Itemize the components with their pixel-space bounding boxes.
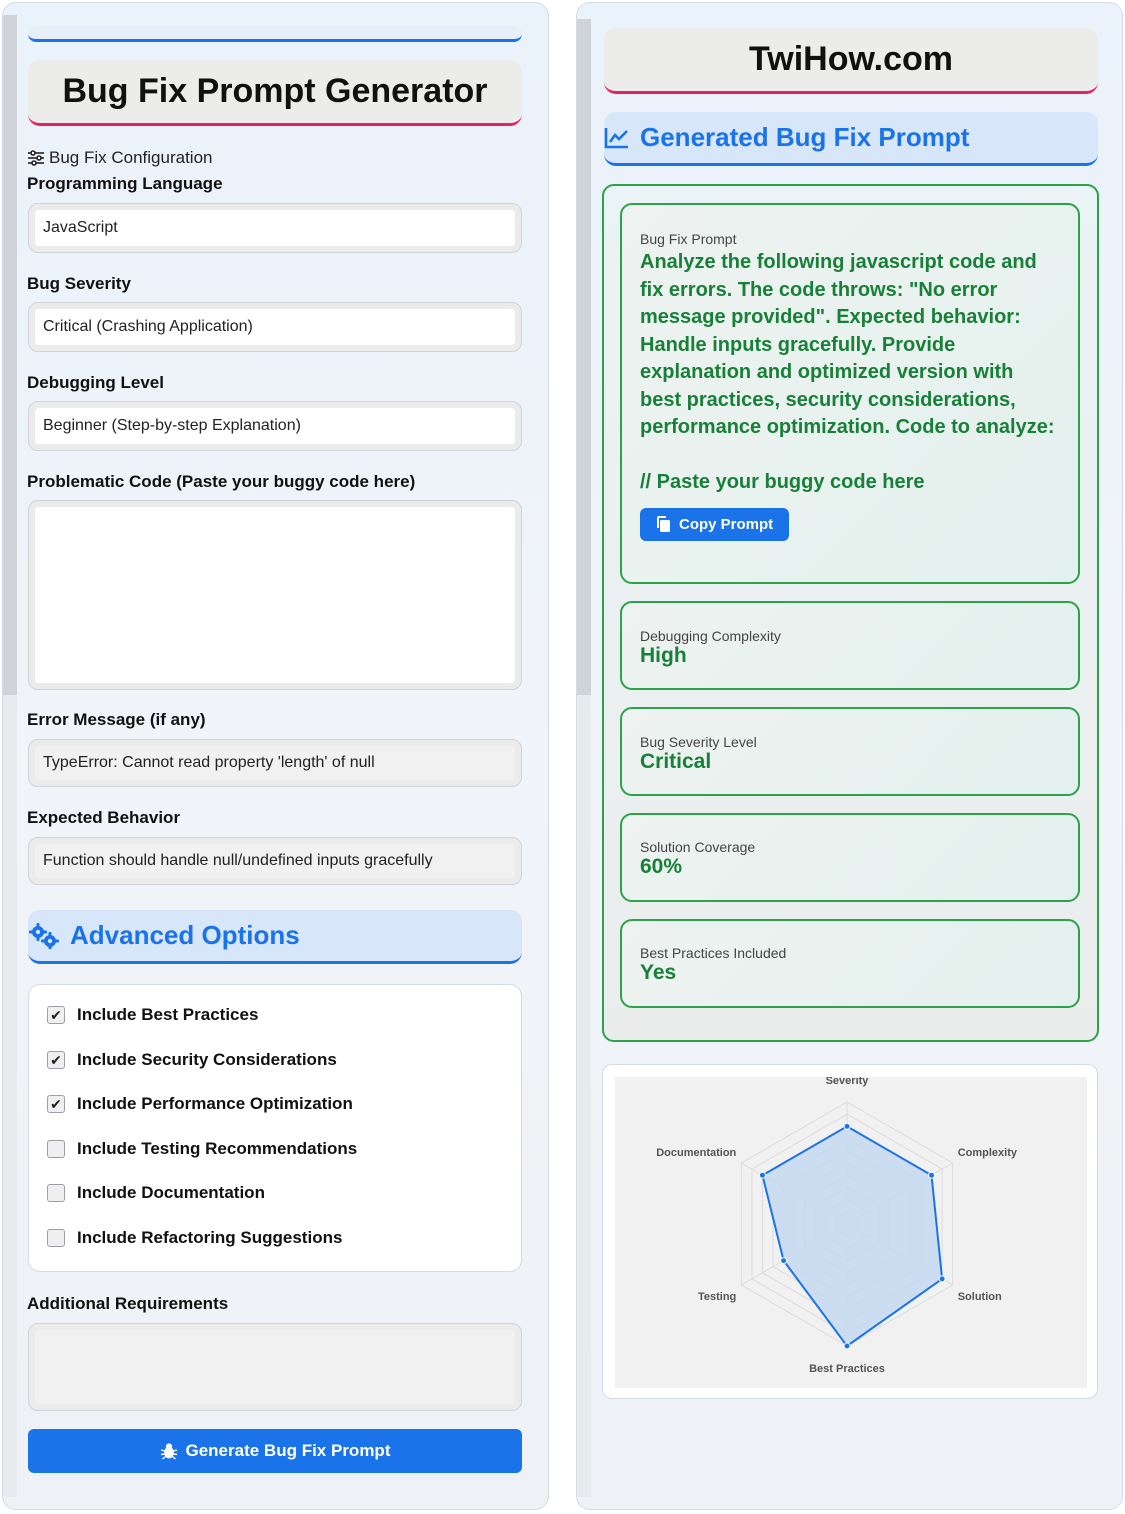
prompt-code: // Paste your buggy code here	[640, 470, 925, 493]
expected-input[interactable]	[28, 837, 522, 885]
severity-label: Bug Severity	[27, 274, 131, 293]
radar-axis-label-documentation: Documentation	[656, 1147, 737, 1159]
radar-point-solution	[939, 1276, 945, 1282]
severity-select[interactable]	[28, 302, 522, 352]
additional-label: Additional Requirements	[27, 1294, 229, 1313]
metric-label: Bug Severity Level	[640, 734, 757, 750]
site-title: TwiHow.com	[604, 28, 1098, 94]
panel-edge	[577, 695, 591, 1497]
metric-label: Best Practices Included	[640, 945, 787, 961]
metric-value: Yes	[640, 961, 677, 984]
advanced-options-heading	[28, 910, 522, 964]
radar-axis-label-complexity: Complexity	[957, 1147, 1018, 1159]
metric-card-complexity	[620, 601, 1080, 690]
checkbox[interactable]	[47, 1229, 65, 1247]
radar-point-best-practices	[844, 1343, 850, 1349]
code-textarea[interactable]	[28, 500, 522, 690]
error-label: Error Message (if any)	[27, 710, 206, 729]
gears-icon	[28, 923, 60, 949]
checkbox[interactable]: ✔	[47, 1006, 65, 1024]
radar-point-testing	[781, 1258, 787, 1264]
option-performance[interactable]	[47, 1094, 353, 1114]
generated-heading-text: Generated Bug Fix Prompt	[640, 122, 970, 152]
radar-point-documentation	[759, 1172, 765, 1178]
top-accent-bar	[28, 26, 522, 42]
copy-prompt-button[interactable]	[640, 508, 789, 541]
checkbox[interactable]: ✔	[47, 1095, 65, 1113]
sliders-icon	[27, 150, 45, 166]
debug-level-label: Debugging Level	[27, 373, 164, 392]
additional-textarea[interactable]	[28, 1323, 522, 1411]
generate-button-label: Generate Bug Fix Prompt	[185, 1441, 391, 1460]
language-label: Programming Language	[27, 174, 223, 193]
radar-chart-area	[615, 1077, 1087, 1388]
option-label: Include Documentation	[77, 1183, 265, 1202]
metric-value: 60%	[640, 855, 683, 878]
bug-icon	[160, 1442, 178, 1460]
panel-edge	[3, 695, 17, 1497]
radar-axis-label-testing: Testing	[697, 1291, 737, 1303]
prompt-text: Analyze the following javascript code and fix errors. The code throws: "No error message provided". Expected behavior: Handle inputs gracefully. Provide explanation and optimized version with best practices, security considerations, performance optimization. Code to analyze:	[640, 251, 1055, 438]
panel-edge	[577, 19, 591, 695]
prompt-card	[620, 203, 1080, 584]
metric-label: Solution Coverage	[640, 839, 756, 855]
radar-axis-label-solution: Solution	[957, 1291, 1002, 1303]
config-heading	[27, 148, 212, 168]
copy-icon	[656, 516, 671, 533]
error-input[interactable]	[28, 739, 522, 787]
option-security[interactable]	[47, 1050, 337, 1070]
option-label: Include Testing Recommendations	[77, 1139, 358, 1158]
radar-chart-card	[602, 1064, 1098, 1399]
config-heading-text: Bug Fix Configuration	[49, 148, 213, 167]
language-select[interactable]	[28, 203, 522, 253]
checkbox[interactable]	[47, 1184, 65, 1202]
option-best-practices[interactable]	[47, 1005, 258, 1025]
checkbox[interactable]: ✔	[47, 1051, 65, 1069]
advanced-options-text: Advanced Options	[70, 920, 300, 950]
generate-button[interactable]	[28, 1429, 522, 1473]
expected-value: Function should handle null/undefined inputs gracefully	[35, 844, 515, 878]
code-value	[35, 507, 515, 683]
panel-edge	[3, 15, 17, 695]
severity-value: Critical (Crashing Application)	[35, 309, 515, 345]
option-label: Include Security Considerations	[77, 1050, 337, 1069]
generated-heading	[604, 112, 1098, 166]
metric-card-coverage	[620, 813, 1080, 902]
option-label: Include Best Practices	[77, 1005, 259, 1024]
option-documentation[interactable]	[47, 1183, 265, 1203]
code-label: Problematic Code (Paste your buggy code here)	[27, 472, 416, 491]
chart-line-icon	[604, 126, 630, 150]
radar-axis-label-severity: Severity	[825, 1077, 869, 1087]
option-refactoring[interactable]	[47, 1228, 342, 1248]
metric-value: Critical	[640, 750, 712, 773]
expected-label: Expected Behavior	[27, 808, 181, 827]
metric-value: High	[640, 644, 687, 667]
error-value: TypeError: Cannot read property 'length' of null	[35, 746, 515, 780]
options-card	[28, 984, 522, 1272]
checkbox[interactable]	[47, 1140, 65, 1158]
radar-axis-label-best-practices: Best Practices	[809, 1363, 885, 1375]
radar-point-complexity	[929, 1172, 935, 1178]
metric-label: Debugging Complexity	[640, 628, 781, 644]
copy-prompt-label: Copy Prompt	[679, 516, 774, 533]
radar-chart	[615, 1077, 1087, 1388]
option-testing[interactable]	[47, 1139, 357, 1159]
option-label: Include Refactoring Suggestions	[77, 1228, 343, 1247]
language-value: JavaScript	[35, 210, 515, 246]
metric-card-severity	[620, 707, 1080, 796]
option-label: Include Performance Optimization	[77, 1094, 353, 1113]
metric-card-best-practices	[620, 919, 1080, 1008]
additional-value	[35, 1330, 515, 1404]
page-title: Bug Fix Prompt Generator	[28, 60, 522, 126]
debug-level-value: Beginner (Step-by-step Explanation)	[35, 408, 515, 444]
debug-level-select[interactable]	[28, 401, 522, 451]
radar-point-severity	[844, 1123, 850, 1129]
prompt-label: Bug Fix Prompt	[640, 231, 737, 247]
